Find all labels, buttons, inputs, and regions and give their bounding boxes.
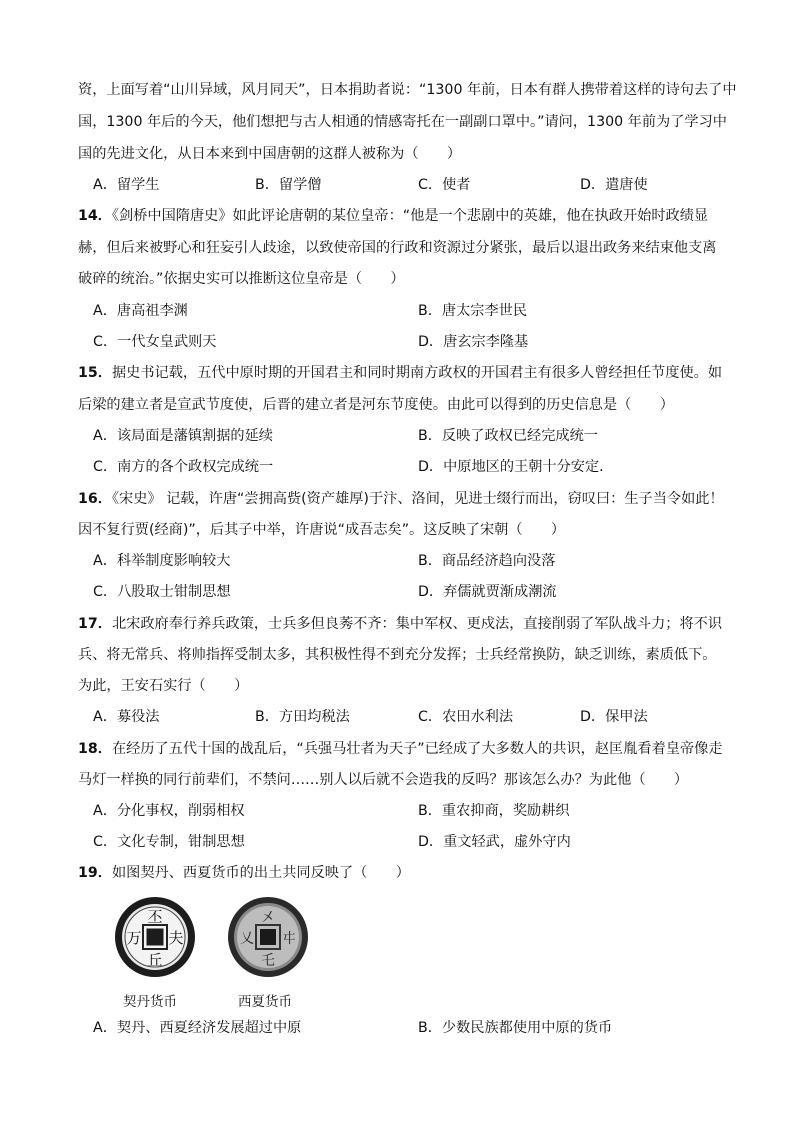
q14-option-b[interactable]: B．唐太宗李世民 (418, 303, 528, 319)
q13-line-2: 国，1300 年后的今天，他们想把与古人相通的情感寄托在一副副口罩中。”请问，1300 年前为了学习中 (78, 114, 727, 130)
q18-option-b[interactable]: B．重农抑商，奖励耕织 (418, 803, 570, 819)
q19-text-1: 如图契丹、西夏货币的出土共同反映了（ ） (111, 865, 410, 881)
q13-option-b[interactable]: B．留学僧 (255, 177, 322, 193)
xia-coin-char-left: 乂 (240, 931, 254, 947)
q17-option-b[interactable]: B．方田均税法 (255, 709, 350, 725)
q17-line-2: 兵、将无常兵、将帅指挥受制太多，其积极性得不到充分发挥；士兵经常换防，缺乏训练，素质低下。 (78, 647, 717, 663)
khitan-coin-caption: 契丹货币 (123, 994, 177, 1010)
xia-coin-char-right: 㐄 (282, 931, 296, 947)
q15-option-c[interactable]: C．南方的各个政权完成统一 (93, 459, 274, 475)
q15-line-1 (78, 363, 758, 383)
q16-line-2: 因不复行贾(经商)”，后其子中举，许唐说“成吾志矣”。这反映了宋朝（ ） (78, 522, 566, 538)
q14-option-c[interactable]: C．一代女皇武则天 (93, 334, 217, 350)
q13-line-1: 资，上面写着“山川异域，风月同天”，日本捐助者说：“1300 年前，日本有群人携带着这样的诗句去了中 (78, 82, 737, 98)
q14-line-2: 赫，但后来被野心和狂妄引人歧途，以致使帝国的行政和资源过分紧张，最后以退出政务来结束他支离 (78, 240, 717, 256)
xia-coin-caption: 西夏货币 (238, 994, 292, 1010)
q16-number: 16． (78, 491, 112, 507)
khitan-coin-char-bottom: 丘 (147, 951, 163, 969)
q13-option-d[interactable]: D．遣唐使 (580, 177, 648, 193)
khitan-coin-char-top: 丕 (147, 908, 163, 926)
western-xia-coin-image (228, 897, 308, 977)
q16-option-b[interactable]: B．商品经济趋向没落 (418, 553, 556, 569)
khitan-coin-image (115, 897, 195, 977)
q15-option-b[interactable]: B．反映了政权已经完成统一 (418, 428, 598, 444)
q16-option-a[interactable]: A．科举制度影响较大 (93, 553, 231, 569)
q15-option-a[interactable]: A．该局面是藩镇割据的延续 (93, 428, 273, 444)
q17-line-3: 为此，王安石实行（ ） (78, 678, 249, 694)
q18-option-a[interactable]: A．分化事权，削弱相权 (93, 803, 245, 819)
q18-number: 18． (78, 741, 112, 757)
q15-text-1: 据史书记载，五代中原时期的开国君主和同时期南方政权的开国君主有很多人曾经担任节度使。如 (111, 365, 723, 381)
khitan-coin-char-left: 万 (126, 929, 142, 947)
q17-option-c[interactable]: C．农田水利法 (418, 709, 514, 725)
q18-line-2: 马灯一样换的同行前辈们，不禁问……别人以后就不会造我的反吗？那该怎么办？为此他（ ） (78, 772, 689, 788)
q19-option-a[interactable]: A．契丹、西夏经济发展超过中原 (93, 1020, 302, 1036)
q13-line-3: 国的先进文化，从日本来到中国唐朝的这群人被称为（ ） (78, 146, 462, 162)
q19-line-1 (78, 863, 758, 883)
q19-number: 19． (78, 865, 112, 881)
q14-line-3: 破碎的统治。”依据史实可以推断这位皇帝是（ ） (78, 271, 405, 287)
q17-option-a[interactable]: A．募役法 (93, 709, 160, 725)
q16-line-1 (78, 489, 758, 509)
q13-option-a[interactable]: A．留学生 (93, 177, 160, 193)
khitan-coin-char-right: 夫 (168, 929, 184, 947)
q17-text-1: 北宋政府奉行养兵政策，士兵多但良莠不齐：集中军权、更戍法，直接削弱了军队战斗力；将不识 (111, 616, 723, 632)
q18-option-c[interactable]: C．文化专制，钳制思想 (93, 834, 245, 850)
xia-coin-char-top: 㐅 (261, 910, 275, 926)
q17-number: 17． (78, 616, 112, 632)
q15-number: 15． (78, 365, 112, 381)
q17-option-d[interactable]: D．保甲法 (580, 709, 648, 725)
q14-number: 14． (78, 208, 112, 224)
q14-option-d[interactable]: D．唐玄宗李隆基 (418, 334, 529, 350)
q14-text-1: 《剑桥中国隋唐史》如此评论唐朝的某位皇帝：“他是一个悲剧中的英雄，他在执政开始时政绩显 (111, 208, 709, 224)
q14-option-a[interactable]: A．唐高祖李渊 (93, 303, 188, 319)
q14-line-1 (78, 206, 758, 226)
q15-option-d[interactable]: D．中原地区的王朝十分安定． (418, 459, 614, 475)
q16-text-1: 《宋史》 记载，许唐“尝拥高赀(资产雄厚)于汴、洛间，见进士缀行而出，窃叹曰：生子当令如此！ (111, 491, 724, 507)
q18-line-1 (78, 739, 758, 759)
q13-option-c[interactable]: C．使者 (418, 177, 471, 193)
q15-line-2: 后梁的建立者是宣武节度使，后晋的建立者是河东节度使。由此可以得到的历史信息是（ ） (78, 397, 674, 413)
q19-option-b[interactable]: B．少数民族都使用中原的货币 (418, 1020, 613, 1036)
q18-text-1: 在经历了五代十国的战乱后，“兵强马壮者为天子”已经成了大多数人的共识，赵匡胤看着皇帝像走 (111, 741, 723, 757)
q17-line-1 (78, 614, 758, 634)
xia-coin-char-bottom: 乇 (261, 953, 275, 969)
q16-option-d[interactable]: D．弃儒就贾渐成潮流 (418, 584, 557, 600)
q16-option-c[interactable]: C．八股取士钳制思想 (93, 584, 231, 600)
q18-option-d[interactable]: D．重文轻武，虚外守内 (418, 834, 571, 850)
